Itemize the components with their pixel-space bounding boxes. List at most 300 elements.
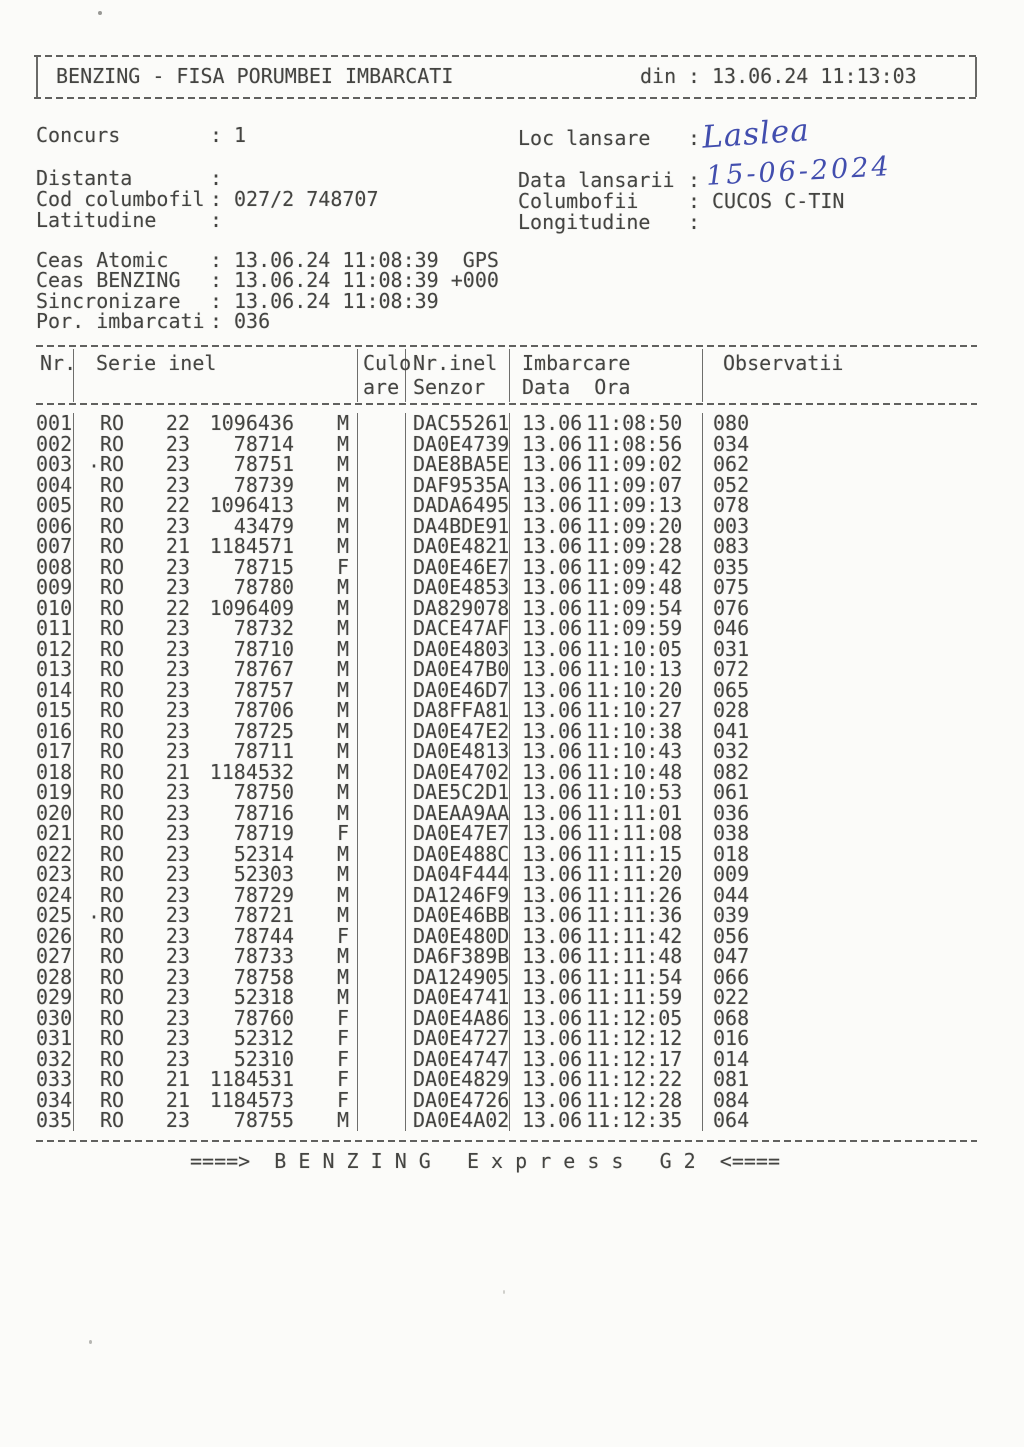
ring-number: 78714	[233, 431, 294, 456]
row-color	[358, 557, 406, 578]
row-sensor: DA0E4739	[406, 434, 510, 455]
row-boarding	[510, 495, 703, 516]
row-observation: 038	[713, 821, 750, 845]
ring-year: 23	[165, 698, 190, 722]
row-nr: 028	[36, 964, 73, 989]
row-nr: 021	[36, 821, 73, 845]
boarding-time: 11:09:28	[586, 534, 683, 558]
boarding-date: 13.06	[522, 472, 583, 497]
row-ring-series	[74, 905, 358, 926]
ring-number: 52310	[233, 1046, 294, 1071]
ring-country: RO	[100, 513, 125, 538]
row-sensor: DA0E488C	[406, 844, 510, 865]
ring-country: RO	[100, 595, 125, 620]
boarding-time: 11:11:15	[586, 841, 683, 866]
ring-year: 23	[165, 554, 190, 579]
boarding-date: 13.06	[522, 739, 583, 763]
ring-sex: M	[336, 411, 349, 435]
info-line-latitudine	[36, 210, 234, 231]
row-observation: 075	[713, 575, 750, 599]
boarding-date: 13.06	[522, 944, 583, 968]
row-nr: 002	[36, 431, 73, 456]
ring-year: 23	[165, 616, 190, 640]
row-color	[358, 700, 406, 721]
table-row	[36, 659, 977, 680]
boarding-time: 11:09:54	[586, 595, 683, 620]
boarding-time: 11:11:26	[586, 882, 683, 907]
row-sensor: DA0E46E7	[406, 557, 510, 578]
boarding-time: 11:11:20	[586, 862, 683, 886]
column-header-imbarcare: Imbarcare Data Ora	[510, 349, 703, 402]
row-color	[358, 823, 406, 844]
table-row	[36, 677, 977, 702]
ring-year: 21	[165, 534, 190, 558]
table-row	[36, 718, 977, 743]
table-row	[36, 554, 977, 579]
ring-country: RO	[100, 698, 125, 722]
ring-country: RO	[100, 493, 125, 517]
boarding-date: 13.06	[522, 595, 583, 620]
table-row	[36, 841, 977, 866]
row-nr: 007	[36, 534, 73, 558]
ring-year: 23	[165, 780, 190, 804]
table-row	[36, 1087, 977, 1112]
row-color	[358, 1090, 406, 1111]
row-color	[358, 598, 406, 619]
boarding-date: 13.06	[522, 1108, 583, 1132]
row-observation: 018	[713, 841, 750, 866]
ring-country: RO	[100, 985, 125, 1009]
ring-sex: M	[336, 534, 349, 558]
table-row	[36, 864, 977, 885]
row-sensor: DA0E4727	[406, 1028, 510, 1049]
boarding-time: 11:09:59	[586, 616, 683, 640]
row-nr: 014	[36, 677, 73, 702]
ring-number: 52318	[233, 985, 294, 1009]
ring-number: 1184532	[209, 759, 294, 784]
row-color	[358, 618, 406, 639]
colon: :	[210, 123, 223, 147]
column-header-nr: Nr.	[36, 349, 74, 402]
header-border-left	[36, 57, 38, 97]
row-nr: 015	[36, 698, 73, 722]
info-line-concurs	[36, 125, 246, 146]
scan-speck	[98, 11, 102, 15]
row-observation: 080	[713, 411, 750, 435]
row-nr: 003	[36, 452, 73, 476]
ring-year: 23	[165, 944, 190, 968]
scan-dot-mark: ·	[88, 454, 101, 478]
row-nr: 005	[36, 493, 73, 517]
row-observation: 084	[713, 1087, 750, 1112]
row-nr: 012	[36, 636, 73, 661]
boarding-time: 11:12:22	[586, 1067, 683, 1091]
row-ring-series	[74, 759, 358, 784]
row-nr: 027	[36, 944, 73, 968]
ring-number: 78729	[233, 882, 294, 907]
row-sensor: DA1246F9	[406, 885, 510, 906]
row-nr: 026	[36, 923, 73, 948]
row-color	[358, 536, 406, 557]
row-boarding	[510, 946, 703, 967]
row-boarding	[510, 618, 703, 639]
ring-number: 78757	[233, 677, 294, 702]
ring-year: 23	[165, 636, 190, 661]
ring-year: 21	[165, 1087, 190, 1112]
ring-number: 78719	[233, 821, 294, 845]
colon: :	[210, 248, 223, 272]
ring-country: RO	[100, 452, 125, 476]
ring-sex: M	[336, 964, 349, 989]
ring-sex: M	[336, 718, 349, 743]
ring-number: 43479	[233, 513, 294, 538]
row-boarding	[510, 554, 703, 579]
row-color	[358, 782, 406, 803]
ring-number: 78751	[233, 452, 294, 476]
row-boarding	[510, 1069, 703, 1090]
latitudine-label: Latitudine	[36, 208, 157, 232]
row-sensor: DA8FFA81	[406, 700, 510, 721]
boarding-date: 13.06	[522, 452, 583, 476]
boarding-time: 11:11:01	[586, 800, 683, 825]
boarding-time: 11:12:05	[586, 1005, 683, 1030]
row-ring-series	[74, 495, 358, 516]
footer-banner: ====> B E N Z I N G E x p r e s s G 2 <====	[190, 1149, 781, 1173]
row-color	[358, 1049, 406, 1070]
ring-number: 78755	[233, 1108, 294, 1132]
row-ring-series	[74, 513, 358, 538]
ring-year: 22	[165, 493, 190, 517]
row-sensor: DA0E47E7	[406, 823, 510, 844]
ring-sex: M	[336, 698, 349, 722]
ring-country: RO	[100, 841, 125, 866]
row-nr: 025	[36, 903, 73, 927]
ring-country: RO	[100, 882, 125, 907]
ceas-atomic-label: Ceas Atomic	[36, 248, 169, 272]
table-row	[36, 431, 977, 456]
cod-columbofil-label: Cod columbofil	[36, 187, 205, 211]
row-color	[358, 844, 406, 865]
row-boarding	[510, 431, 703, 456]
row-ring-series	[74, 1087, 358, 1112]
boarding-time: 11:10:43	[586, 739, 683, 763]
row-sensor: DA0E4702	[406, 762, 510, 783]
row-observation: 028	[713, 698, 750, 722]
row-ring-series	[74, 800, 358, 825]
row-nr: 032	[36, 1046, 73, 1071]
boarding-time: 11:10:13	[586, 657, 683, 681]
row-nr: 008	[36, 554, 73, 579]
row-observation: 056	[713, 923, 750, 948]
row-observation: 072	[713, 657, 750, 681]
row-ring-series	[74, 923, 358, 948]
ring-country: RO	[100, 964, 125, 989]
table-row	[36, 903, 977, 929]
row-boarding	[510, 864, 703, 885]
por-imbarcati-label: Por. imbarcati	[36, 309, 205, 333]
column-header-observatii: Observatii	[723, 351, 844, 375]
ring-number: 78750	[233, 780, 294, 804]
colon: :	[210, 289, 223, 313]
ring-number: 78715	[233, 554, 294, 579]
ring-sex: F	[336, 554, 349, 579]
row-observation: 076	[713, 595, 750, 620]
cod-columbofil-value: 027/2 748707	[234, 187, 379, 211]
row-nr: 009	[36, 575, 73, 599]
boarding-date: 13.06	[522, 616, 583, 640]
row-boarding	[510, 636, 703, 661]
row-observation: 066	[713, 964, 750, 989]
boarding-date: 13.06	[522, 1046, 583, 1071]
handwritten-data-lansarii: 15-06-2024	[705, 151, 893, 192]
row-observation: 078	[713, 493, 750, 517]
ceas-benzing-value: 13.06.24 11:08:39 +000	[234, 268, 499, 292]
row-boarding	[510, 513, 703, 538]
ring-number: 78710	[233, 636, 294, 661]
row-boarding	[510, 659, 703, 680]
columbofii-value: CUCOS C-TIN	[712, 189, 845, 213]
ring-country: RO	[100, 1026, 125, 1050]
row-boarding	[510, 964, 703, 989]
ring-year: 23	[165, 657, 190, 681]
ring-country: RO	[100, 862, 125, 886]
ring-country: RO	[100, 759, 125, 784]
scan-speck	[89, 1340, 92, 1344]
ring-sex: F	[336, 1067, 349, 1091]
row-observation: 014	[713, 1046, 750, 1071]
table-row	[36, 823, 977, 844]
ring-sex: M	[336, 636, 349, 661]
boarding-date: 13.06	[522, 636, 583, 661]
columbofii-label: Columbofii	[518, 189, 639, 213]
row-ring-series	[74, 1046, 358, 1071]
row-nr: 024	[36, 882, 73, 907]
boarding-time: 11:10:05	[586, 636, 683, 661]
row-ring-series	[74, 431, 358, 456]
boarding-time: 11:11:59	[586, 985, 683, 1009]
boarding-date: 13.06	[522, 1005, 583, 1030]
row-sensor: DA4BDE91	[406, 516, 510, 537]
row-ring-series	[74, 841, 358, 866]
row-observation: 083	[713, 534, 750, 558]
sincronizare-label: Sincronizare	[36, 289, 181, 313]
ring-country: RO	[100, 821, 125, 845]
row-ring-series	[74, 864, 358, 885]
ring-year: 23	[165, 677, 190, 702]
ring-number: 52312	[233, 1026, 294, 1050]
row-observation: 082	[713, 759, 750, 784]
boarding-time: 11:08:50	[586, 411, 683, 435]
row-observation: 009	[713, 862, 750, 886]
row-boarding	[510, 987, 703, 1008]
row-boarding	[510, 1087, 703, 1112]
row-sensor: DAC55261	[406, 413, 510, 434]
ring-country: RO	[100, 800, 125, 825]
colon: :	[210, 208, 223, 232]
table-row	[36, 495, 977, 516]
ring-country: RO	[100, 718, 125, 743]
row-sensor: DA0E4853	[406, 577, 510, 598]
ring-year: 23	[165, 1005, 190, 1030]
row-ring-series	[74, 554, 358, 579]
boarding-time: 11:11:54	[586, 964, 683, 989]
row-nr: 019	[36, 780, 73, 804]
ring-country: RO	[100, 616, 125, 640]
ring-number: 78725	[233, 718, 294, 743]
boarding-time: 11:09:07	[586, 472, 683, 497]
ring-sex: M	[336, 493, 349, 517]
row-observation: 036	[713, 800, 750, 825]
boarding-date: 13.06	[522, 1067, 583, 1091]
info-line-longitudine	[518, 212, 712, 233]
ring-sex: F	[336, 1046, 349, 1071]
row-observation: 046	[713, 616, 750, 640]
ring-sex: M	[336, 677, 349, 702]
row-ring-series	[74, 718, 358, 743]
row-observation: 052	[713, 472, 750, 497]
boarding-date: 13.06	[522, 493, 583, 517]
boarding-time: 11:09:02	[586, 452, 683, 476]
ring-number: 78732	[233, 616, 294, 640]
header-border-right	[975, 57, 977, 97]
ring-year: 23	[165, 841, 190, 866]
row-ring-series	[74, 1005, 358, 1030]
row-nr: 016	[36, 718, 73, 743]
ring-year: 23	[165, 718, 190, 743]
boarding-time: 11:12:28	[586, 1087, 683, 1112]
ring-country: RO	[100, 739, 125, 763]
row-observation: 065	[713, 677, 750, 702]
table-separator-header	[36, 403, 977, 405]
ring-year: 23	[165, 882, 190, 907]
ring-number: 78758	[233, 964, 294, 989]
boarding-date: 13.06	[522, 1087, 583, 1112]
loc-lansare-label: Loc lansare	[518, 126, 651, 150]
ring-country: RO	[100, 554, 125, 579]
boarding-time: 11:09:42	[586, 554, 683, 579]
ring-year: 23	[165, 1046, 190, 1071]
row-nr: 020	[36, 800, 73, 825]
row-boarding	[510, 923, 703, 948]
table-row	[36, 800, 977, 825]
ring-number: 78739	[233, 472, 294, 497]
row-ring-series	[74, 454, 358, 475]
row-color	[358, 413, 406, 434]
table-row	[36, 882, 977, 907]
row-color	[358, 1110, 406, 1131]
row-sensor: DA0E47B0	[406, 659, 510, 680]
boarding-time: 11:11:48	[586, 944, 683, 968]
row-boarding	[510, 1005, 703, 1030]
ring-country: RO	[100, 780, 125, 804]
colon: :	[210, 309, 223, 333]
boarding-time: 11:11:36	[586, 903, 683, 927]
boarding-time: 11:12:35	[586, 1108, 683, 1132]
sincronizare-value: 13.06.24 11:08:39	[234, 289, 439, 313]
boarding-date: 13.06	[522, 841, 583, 866]
row-observation: 032	[713, 739, 750, 763]
row-observation: 035	[713, 554, 750, 579]
ring-year: 23	[165, 513, 190, 538]
table-row	[36, 1005, 977, 1030]
row-ring-series	[74, 823, 358, 844]
boarding-date: 13.06	[522, 821, 583, 845]
column-header-senzor: Nr.inel Senzor	[406, 349, 510, 402]
row-boarding	[510, 1046, 703, 1071]
row-boarding	[510, 677, 703, 702]
table-row	[36, 452, 977, 478]
row-color	[358, 639, 406, 660]
ring-country: RO	[100, 1005, 125, 1030]
table-row	[36, 782, 977, 803]
ring-number: 78760	[233, 1005, 294, 1030]
row-ring-series	[74, 987, 358, 1008]
row-color	[358, 1008, 406, 1029]
ring-sex: M	[336, 882, 349, 907]
row-color	[358, 721, 406, 742]
boarding-time: 11:09:48	[586, 575, 683, 599]
row-color	[358, 1028, 406, 1049]
ring-number: 78721	[233, 903, 294, 927]
info-line-distanta	[36, 168, 234, 189]
ring-sex: F	[336, 923, 349, 948]
ring-number: 78780	[233, 575, 294, 599]
row-observation: 041	[713, 718, 750, 743]
row-observation: 016	[713, 1026, 750, 1050]
row-sensor: DADA6495	[406, 495, 510, 516]
row-nr: 033	[36, 1067, 73, 1091]
colon: :	[210, 187, 223, 211]
row-nr: 017	[36, 739, 73, 763]
ring-country: RO	[100, 677, 125, 702]
row-sensor: DA0E4747	[406, 1049, 510, 1070]
info-line-loc-lansare	[518, 128, 712, 149]
ring-sex: M	[336, 595, 349, 620]
ring-year: 23	[165, 431, 190, 456]
table-separator-top	[36, 345, 977, 347]
table-row	[36, 741, 977, 762]
boarding-date: 13.06	[522, 534, 583, 558]
ring-sex: M	[336, 431, 349, 456]
colon: :	[688, 189, 701, 213]
print-date-group	[640, 66, 917, 87]
row-sensor: DA0E47E2	[406, 721, 510, 742]
row-color	[358, 762, 406, 783]
row-observation: 039	[713, 903, 750, 927]
row-sensor: DA124905	[406, 967, 510, 988]
column-header-serie-inel: Serie inel	[74, 349, 358, 402]
row-boarding	[510, 882, 703, 907]
ceas-benzing-label: Ceas BENZING	[36, 268, 181, 292]
boarding-date: 13.06	[522, 862, 583, 886]
table-row	[36, 1110, 977, 1131]
table-row	[36, 618, 977, 639]
ring-sex: M	[336, 657, 349, 681]
table-row	[36, 946, 977, 967]
ring-country: RO	[100, 534, 125, 558]
boarding-time: 11:10:38	[586, 718, 683, 743]
row-nr: 031	[36, 1026, 73, 1050]
row-ring-series	[74, 782, 358, 803]
row-sensor: DA6F389B	[406, 946, 510, 967]
boarding-time: 11:09:20	[586, 513, 683, 538]
ring-sex: F	[336, 821, 349, 845]
colon: :	[688, 126, 701, 150]
row-observation: 061	[713, 780, 750, 804]
distanta-label: Distanta	[36, 166, 133, 190]
ring-sex: M	[336, 1108, 349, 1132]
ring-sex: M	[336, 800, 349, 825]
